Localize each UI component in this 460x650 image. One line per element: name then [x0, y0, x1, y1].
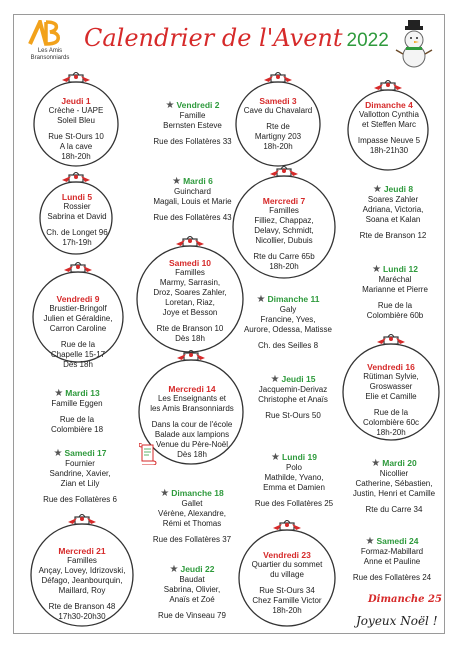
- day-heading: [32, 192, 122, 202]
- day-line: Venue du Père-Noël: [155, 440, 229, 449]
- day-line: Adriana, Victoria,: [362, 205, 424, 214]
- day-line: Aurore, Odessa, Matisse: [243, 325, 333, 334]
- day-heading-text: Mardi 13: [65, 388, 100, 398]
- day-line: Elie et Camille: [365, 392, 417, 401]
- day-heading-text: Samedi 10: [168, 258, 212, 268]
- day-line: Ch. des Seilles 8: [257, 341, 319, 350]
- logo-caption: Les Amis Bransonniards: [30, 48, 70, 61]
- day-line: Guinchard: [174, 187, 211, 196]
- star-icon: ★: [372, 184, 382, 195]
- day-line: Fournier: [65, 459, 95, 468]
- day-line: Colombière 18: [50, 425, 104, 434]
- day-1: [30, 96, 122, 162]
- day-line: Francine, Yves,: [260, 315, 316, 324]
- day-line: Rte de Branson 10: [156, 324, 224, 333]
- scroll-icon: [139, 443, 157, 465]
- day-heading-text: Vendredi 2: [176, 100, 220, 110]
- day-20: [346, 458, 442, 515]
- day-line: Rütiman Sylvie,: [363, 372, 419, 381]
- day-line: Rue des Follatères 6: [43, 495, 117, 504]
- day-heading-text: Mardi 20: [382, 458, 417, 468]
- day-line: Soares Zahler: [367, 195, 419, 204]
- day-line: Familles: [175, 268, 205, 277]
- day-line: Zian et Lily: [60, 479, 100, 488]
- day-heading: [32, 294, 124, 304]
- day-heading: [138, 258, 242, 268]
- day-line: Famille: [179, 111, 206, 120]
- day-heading-text: Samedi 17: [64, 448, 107, 458]
- day-17: [34, 448, 126, 505]
- day-line: Rue des Follatères 24: [352, 573, 432, 582]
- day-line: Les Enseignants et: [157, 394, 227, 403]
- day-heading: [350, 184, 436, 195]
- day-line: 18h-20h: [269, 262, 299, 271]
- day-line: Rue des Follatères 37: [152, 535, 232, 544]
- day-9: [32, 294, 124, 370]
- day-line: Martigny 203: [254, 132, 302, 141]
- star-icon: ★: [256, 294, 266, 305]
- day-line: 18h-20h: [263, 142, 293, 151]
- day-2: [140, 100, 245, 147]
- day-line: Marmy, Sarrasin,: [159, 278, 221, 287]
- day-line: 18h-20h: [272, 606, 302, 615]
- day-line: Chapelle 15-17: [50, 350, 106, 359]
- day-heading-text: Jeudi 8: [383, 184, 414, 194]
- day-line: Rte de Branson 48: [48, 602, 116, 611]
- day-heading: [140, 564, 244, 575]
- day-line: Justin, Henri et Camille: [352, 489, 436, 498]
- page-title: [84, 24, 389, 52]
- day-line: Catherine, Sébastien,: [355, 479, 433, 488]
- day-10: [138, 258, 242, 344]
- day-line: Cave du Chavalard: [243, 106, 313, 115]
- star-icon: ★: [169, 564, 179, 575]
- day-line: Julien et Géraldine,: [43, 314, 113, 323]
- star-icon: ★: [160, 488, 170, 499]
- day-heading: [350, 264, 440, 275]
- day-heading: [340, 100, 438, 110]
- day-heading: [30, 546, 134, 556]
- day-line: Rue des Follatères 25: [254, 499, 334, 508]
- day-line: Rte de: [266, 122, 290, 131]
- day-line: Polo: [285, 463, 302, 472]
- day-line: Sabrina, Olivier,: [163, 585, 221, 594]
- day-heading-text: Jeudi 1: [61, 96, 91, 106]
- day-line: Ançay, Lovey, Idrizovski,: [38, 566, 126, 575]
- day-line: Joye et Besson: [162, 308, 218, 317]
- day-line: Galy: [279, 305, 297, 314]
- day-heading: [342, 362, 440, 372]
- day-line: Delavy, Schmidt,: [254, 226, 314, 235]
- day-line: Dans la cour de l'école: [151, 420, 233, 429]
- day-line: Maillard, Roy: [58, 586, 106, 595]
- day-heading: [238, 550, 336, 560]
- day-11: [236, 294, 340, 351]
- day-line: Anne et Pauline: [363, 557, 421, 566]
- day-line: Rte du Carre 65b: [253, 252, 315, 261]
- day-heading-text: Samedi 3: [259, 96, 297, 106]
- day-line: Familles: [67, 556, 97, 565]
- day-line: Baudat: [179, 575, 205, 584]
- day-line: et Steffen Marc: [361, 120, 417, 129]
- day-line: Crèche - UAPE: [48, 106, 104, 115]
- day-line: Rue St-Ours 10: [48, 132, 104, 141]
- day-line: Magali, Louis et Marie: [153, 197, 232, 206]
- day-line: Rue des Follatères 43: [153, 213, 232, 222]
- day-heading: [236, 294, 340, 305]
- star-icon: ★: [372, 264, 381, 275]
- star-icon: ★: [365, 536, 375, 547]
- day-line: Jacquemin-Derivaz: [258, 385, 328, 394]
- day-heading-text: Samedi 24: [376, 536, 419, 546]
- day-line: Dès 18h: [177, 450, 207, 459]
- day-line: Quartier du sommet: [251, 560, 323, 569]
- day-8: [350, 184, 436, 241]
- day-12: [350, 264, 440, 321]
- day-heading-text: Jeudi 15: [281, 374, 316, 384]
- day-line: 18h-20h: [61, 152, 91, 161]
- day-15: [246, 374, 340, 421]
- day-line: Vérène, Alexandre,: [157, 509, 227, 518]
- day-heading: [242, 452, 346, 463]
- day-line: Nicollier: [379, 469, 409, 478]
- day-3: [232, 96, 324, 152]
- day-line: du village: [270, 570, 304, 579]
- day-line: Soana et Kalan: [365, 215, 421, 224]
- day-line: Impasse Neuve 5: [357, 136, 421, 145]
- day-line: Vallotton Cynthia: [359, 110, 419, 119]
- day-line: Maréchal: [378, 275, 412, 284]
- day-heading: [232, 96, 324, 106]
- day-line: Familles: [269, 206, 299, 215]
- day-4: [340, 100, 438, 156]
- day-heading: [140, 488, 244, 499]
- day-line: Rte de Branson 12: [359, 231, 427, 240]
- day-line: Loretan, Riaz,: [165, 298, 215, 307]
- star-icon: ★: [270, 374, 280, 385]
- day-heading-text: Mercredi 14: [168, 384, 216, 394]
- day-24: [342, 536, 442, 583]
- day-heading-text: Lundi 5: [61, 192, 93, 202]
- day-heading-text: Vendredi 16: [367, 362, 415, 372]
- day-heading-text: Dimanche 11: [267, 294, 320, 304]
- day-heading-text: Jeudi 22: [180, 564, 215, 574]
- day-line: Filliez, Chappaz,: [254, 216, 314, 225]
- day-line: Formaz-Mabillard: [360, 547, 424, 556]
- day-line: Bernsten Esteve: [163, 121, 222, 130]
- day-heading-text: Vendredi 9: [56, 294, 100, 304]
- day-5: [32, 192, 122, 248]
- day-line: Rue St-Ours 34: [259, 586, 315, 595]
- day-heading-text: Dimanche 4: [365, 100, 413, 110]
- star-icon: ★: [54, 388, 64, 399]
- day-line: Famille Eggen: [51, 399, 103, 408]
- day-heading: [140, 100, 245, 111]
- day-line: Rue St-Ours 50: [265, 411, 321, 420]
- day-18: [140, 488, 244, 545]
- day-line: Dès 18h: [63, 360, 93, 369]
- logo: [20, 20, 80, 64]
- day-line: Sabrina et David: [47, 212, 107, 221]
- title-year: 2022: [346, 30, 389, 51]
- day-13: [32, 388, 122, 435]
- day-line: les Amis Bransonniards: [150, 404, 234, 413]
- day-line: Dès 18h: [175, 334, 205, 343]
- day-line: Marianne et Pierre: [362, 285, 428, 294]
- day-21: [30, 546, 134, 622]
- star-icon: ★: [271, 452, 280, 463]
- day-23: [238, 550, 336, 616]
- day-line: Groswasser: [369, 382, 413, 391]
- day-7: [232, 196, 336, 272]
- day-heading: [34, 448, 126, 459]
- day-heading: [346, 458, 442, 469]
- day-line: 17h30-20h30: [58, 612, 106, 621]
- day-line: Rue de la: [60, 340, 96, 349]
- day-heading: [342, 536, 442, 547]
- day-heading: [140, 384, 244, 394]
- day-line: Rue de Vinseau 79: [158, 611, 226, 620]
- day-heading: [246, 374, 340, 385]
- day-line: Ch. de Longet 96: [46, 228, 108, 237]
- day-heading-text: Dimanche 18: [171, 488, 224, 498]
- day-line: Nicollier, Dubuis: [255, 236, 313, 245]
- star-icon: ★: [53, 448, 63, 459]
- day-line: Christophe et Anaïs: [258, 395, 328, 404]
- day-heading-text: Mercredi 7: [262, 196, 306, 206]
- day-line: 18h-20h: [376, 428, 406, 437]
- day-line: Droz, Soares Zahler,: [153, 288, 227, 297]
- title-text: Calendrier de l'Avent: [84, 24, 343, 52]
- day-line: Rue de la: [59, 415, 95, 424]
- star-icon: ★: [165, 100, 175, 111]
- day-line: Rue de la: [377, 301, 413, 310]
- day-line: Anaïs et Zoé: [169, 595, 215, 604]
- day-heading-text: Vendredi 23: [263, 550, 311, 560]
- day-heading: [32, 388, 122, 399]
- day-line: Carron Caroline: [49, 324, 107, 333]
- star-icon: ★: [172, 176, 182, 187]
- day-line: Emma et Damien: [263, 483, 325, 492]
- day-line: Sandrine, Xavier,: [49, 469, 111, 478]
- day-line: Gallet: [181, 499, 203, 508]
- star-icon: ★: [371, 458, 381, 469]
- day-line: Rue de la: [373, 408, 409, 417]
- day-line: Défago, Jeanbourquin,: [41, 576, 123, 585]
- snowman-icon: [388, 20, 440, 70]
- day-line: Rue des Follatères 33: [153, 137, 232, 146]
- day-line: Rossier: [63, 202, 91, 211]
- day-heading-text: Mardi 6: [183, 176, 213, 186]
- day-line: Rte du Carre 34: [365, 505, 423, 514]
- day-line: Colombière 60c: [362, 418, 420, 427]
- day-line: 18h-21h30: [369, 146, 409, 155]
- day-25: Dimanche 25: [368, 594, 442, 605]
- day-line: Rémi et Thomas: [162, 519, 222, 528]
- day-heading: [232, 196, 336, 206]
- day-heading-text: Lundi 19: [282, 452, 317, 462]
- logo-ab-icon: [28, 20, 62, 46]
- day-16: [342, 362, 440, 438]
- day-line: Balade aux lampions: [154, 430, 230, 439]
- day-19: [242, 452, 346, 509]
- day-heading: [30, 96, 122, 106]
- day-heading-text: Mercredi 21: [58, 546, 106, 556]
- day-6: [140, 176, 245, 223]
- day-heading-text: Lundi 12: [383, 264, 418, 274]
- day-line: A la cave: [59, 142, 93, 151]
- day-line: Brustier-Bringolf: [49, 304, 107, 313]
- day-line: Chez Famille Victor: [252, 596, 322, 605]
- day-heading: [140, 176, 245, 187]
- day-line: Soleil Bleu: [57, 116, 95, 125]
- greeting: Joyeux Noël !: [356, 614, 438, 628]
- day-line: 17h-19h: [62, 238, 92, 247]
- day-line: Colombière 60b: [366, 311, 424, 320]
- day-line: Mathilde, Yvano,: [264, 473, 324, 482]
- day-22: [140, 564, 244, 621]
